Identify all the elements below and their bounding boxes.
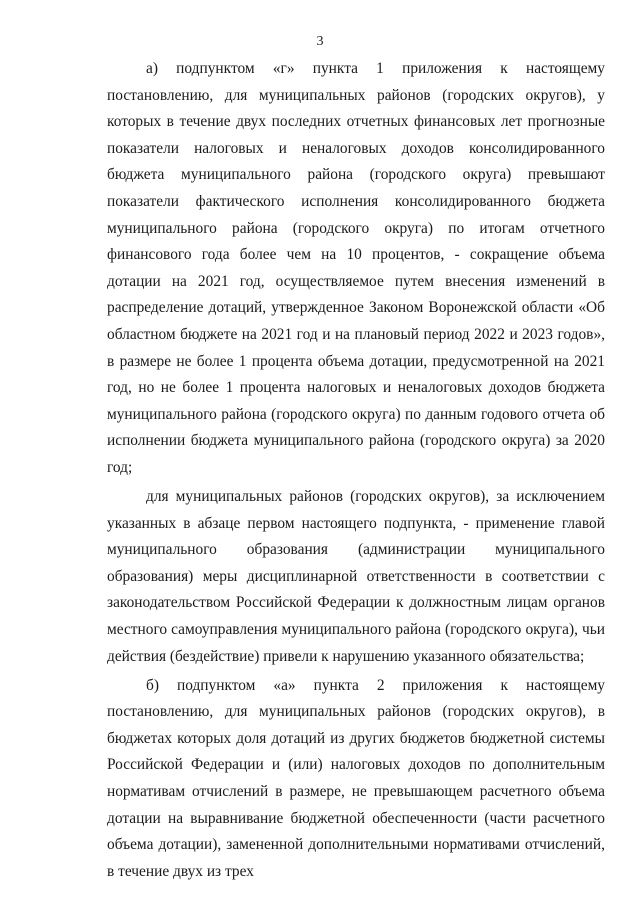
paragraph-subpoint-a: а) подпунктом «г» пункта 1 приложения к настоящему постановлению, для муниципальных районов (городских округов), у которых в течение двух последних отчетных финансовых лет прогнозные показатели налоговых и неналоговых доходов консолидированного бюджета муниципального района (городского округа) превышают показатели фактического исполнения консолидированного бюджета муниципального района (городского округа) по итогам отчетного финансового года более чем на 10 процентов, - сокращение объема дотации на 2021 год, осуществляемое путем внесения изменений в распределение дотаций, утвержденное Законом Воронежской области «Об областном бюджете на 2021 год и на плановый период 2022 и 2023 годов», в размере не более 1 процента объема дотации, предусмотренной на 2021 год, но не более 1 процента налоговых и неналоговых доходов бюджета муниципального района (городского округа) по данным годового отчета об исполнении бюджета муниципального района (городского округа) за 2020 год; (107, 60, 605, 476)
paragraph-subpoint-b: б) подпунктом «а» пункта 2 приложения к настоящему постановлению, для муниципальных районов (городских округов), в бюджетах которых доля дотаций из других бюджетов бюджетной системы Российской Федерации и (или) налоговых доходов по дополнительным нормативам отчислений в размере, не превышающем расчетного объема дотации на выравнивание бюджетной обеспеченности (части расчетного объема дотации), замененной дополнительными нормативами отчислений, в течение двух из трех (107, 676, 605, 880)
paragraph-other-districts: для муниципальных районов (городских округов), за исключением указанных в абзаце первом настоящего подпункта, - применение главой муниципального образования (администрации муниципального образования) меры дисциплинарной ответственности в соответствии с законодательством Российской Федерации к должностным лицам органов местного самоуправления муниципального района (городского округа), чьи действия (бездействие) привели к нарушению указанного обязательства; (107, 488, 605, 665)
page-number: 3 (316, 34, 324, 49)
document-body (107, 56, 605, 888)
